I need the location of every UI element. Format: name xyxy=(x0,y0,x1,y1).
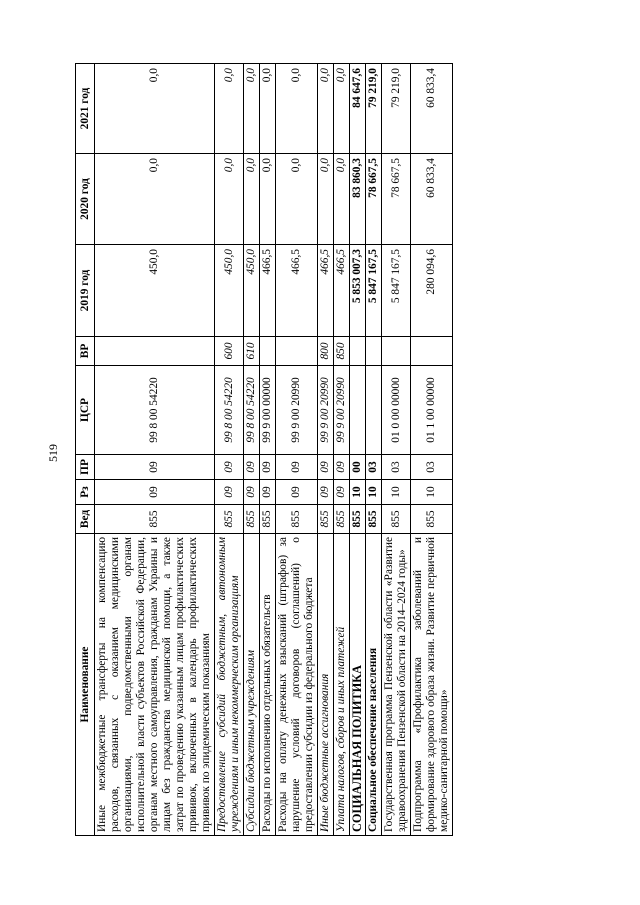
row-rz: 10 xyxy=(350,480,366,505)
col-header-csr: ЦСР xyxy=(76,366,95,455)
row-name: Иные бюджетные ассигнования xyxy=(318,534,334,836)
row-name: Уплата налогов, сборов и иных платежей xyxy=(334,534,350,836)
row-vr xyxy=(382,337,411,366)
row-rz: 09 xyxy=(318,480,334,505)
row-pr: 09 xyxy=(318,455,334,480)
row-rz: 10 xyxy=(411,480,453,505)
row-vr xyxy=(260,337,276,366)
row-pr: 09 xyxy=(334,455,350,480)
row-pr: 00 xyxy=(350,455,366,480)
row-2019: 450,0 xyxy=(95,245,215,337)
row-pr: 03 xyxy=(411,455,453,480)
row-vr xyxy=(411,337,453,366)
row-vr: 800 xyxy=(318,337,334,366)
row-name: Расходы на оплату денежных взысканий (штрафов) за нарушение условий договоров (соглашений) о предоставлении субсидии из федерального бюджета xyxy=(276,534,318,836)
row-name: Подпрограмма «Профилактика заболеваний и формирование здорового образа жизни. Развитие первичной медико-санитарной помощи» xyxy=(411,534,453,836)
row-ved: 855 xyxy=(350,505,366,534)
row-csr: 99 8 00 54220 xyxy=(95,366,215,455)
row-2019: 466,5 xyxy=(334,245,350,337)
row-csr xyxy=(366,366,382,455)
table-row xyxy=(276,64,318,836)
table-row xyxy=(260,64,276,836)
row-vr xyxy=(276,337,318,366)
row-2021: 84 647,6 xyxy=(350,64,366,154)
row-vr: 850 xyxy=(334,337,350,366)
table-row xyxy=(350,64,366,836)
row-2021: 79 219,0 xyxy=(366,64,382,154)
row-2019: 450,0 xyxy=(215,245,244,337)
row-2021: 79 219,0 xyxy=(382,64,411,154)
row-rz: 10 xyxy=(382,480,411,505)
row-csr: 99 9 00 00000 xyxy=(260,366,276,455)
table-row xyxy=(411,64,453,836)
row-pr: 09 xyxy=(215,455,244,480)
col-header-name: Наименование xyxy=(76,534,95,836)
table-body xyxy=(95,64,453,836)
row-2020: 0,0 xyxy=(276,154,318,245)
row-2020: 78 667,5 xyxy=(366,154,382,245)
row-2019: 5 853 007,3 xyxy=(350,245,366,337)
col-header-vr: ВР xyxy=(76,337,95,366)
row-ved: 855 xyxy=(334,505,350,534)
row-csr xyxy=(350,366,366,455)
budget-table xyxy=(75,63,453,836)
row-2020: 0,0 xyxy=(95,154,215,245)
row-2019: 280 094,6 xyxy=(411,245,453,337)
row-ved: 855 xyxy=(244,505,260,534)
row-2020: 60 833,4 xyxy=(411,154,453,245)
row-2020: 78 667,5 xyxy=(382,154,411,245)
row-csr: 99 9 00 20990 xyxy=(276,366,318,455)
row-2020: 0,0 xyxy=(318,154,334,245)
row-2021: 0,0 xyxy=(215,64,244,154)
row-2021: 0,0 xyxy=(276,64,318,154)
row-2019: 466,5 xyxy=(318,245,334,337)
row-rz: 09 xyxy=(95,480,215,505)
table-row xyxy=(334,64,350,836)
row-csr: 99 9 00 20990 xyxy=(334,366,350,455)
row-vr xyxy=(95,337,215,366)
table-row xyxy=(95,64,215,836)
row-2019: 466,5 xyxy=(260,245,276,337)
row-2021: 0,0 xyxy=(318,64,334,154)
row-ved: 855 xyxy=(411,505,453,534)
table-row xyxy=(215,64,244,836)
row-pr: 09 xyxy=(95,455,215,480)
row-vr xyxy=(350,337,366,366)
row-name: Расходы по исполнению отдельных обязательств xyxy=(260,534,276,836)
col-header-2020: 2020 год xyxy=(76,154,95,245)
row-rz: 10 xyxy=(366,480,382,505)
row-pr: 03 xyxy=(366,455,382,480)
row-csr: 99 9 00 20990 xyxy=(318,366,334,455)
row-pr: 09 xyxy=(260,455,276,480)
row-pr: 03 xyxy=(382,455,411,480)
row-2020: 0,0 xyxy=(244,154,260,245)
row-pr: 09 xyxy=(244,455,260,480)
row-name: Социальное обеспечение населения xyxy=(366,534,382,836)
row-2021: 0,0 xyxy=(95,64,215,154)
row-name: Иные межбюджетные трансферты на компенсацию расходов, связанных с оказанием медицинскими организациями, подведомственными органам исполнительной власти субъектов Российской Федерации, органам местного самоуправления, гражданам Украины и лицам без гражданства медицинской помощи, а также затрат по проведению указанным лицам профилактических прививок, включенных в календарь профилактических прививок по эпидемическим показаниям xyxy=(95,534,215,836)
col-header-pr: ПР xyxy=(76,455,95,480)
row-ved: 855 xyxy=(95,505,215,534)
budget-table-rotated xyxy=(75,64,575,836)
row-2021: 0,0 xyxy=(244,64,260,154)
row-csr: 99 8 00 54220 xyxy=(244,366,260,455)
row-csr: 99 8 00 54220 xyxy=(215,366,244,455)
col-header-2021: 2021 год xyxy=(76,64,95,154)
row-2019: 5 847 167,5 xyxy=(382,245,411,337)
row-ved: 855 xyxy=(318,505,334,534)
row-ved: 855 xyxy=(260,505,276,534)
row-vr xyxy=(366,337,382,366)
row-2021: 0,0 xyxy=(260,64,276,154)
table-row xyxy=(244,64,260,836)
row-2021: 60 833,4 xyxy=(411,64,453,154)
row-name: Предоставление субсидий бюджетным, автономным учреждениям и иным некоммерческим организациям xyxy=(215,534,244,836)
row-ved: 855 xyxy=(382,505,411,534)
col-header-ved: Вед xyxy=(76,505,95,534)
row-2020: 0,0 xyxy=(260,154,276,245)
row-2020: 0,0 xyxy=(215,154,244,245)
col-header-2019: 2019 год xyxy=(76,245,95,337)
row-ved: 855 xyxy=(215,505,244,534)
row-rz: 09 xyxy=(260,480,276,505)
table-row xyxy=(366,64,382,836)
row-ved: 855 xyxy=(276,505,318,534)
row-name: СОЦИАЛЬНАЯ ПОЛИТИКА xyxy=(350,534,366,836)
table-header-row xyxy=(76,64,95,836)
row-rz: 09 xyxy=(215,480,244,505)
row-ved: 855 xyxy=(366,505,382,534)
row-2021: 0,0 xyxy=(334,64,350,154)
row-rz: 09 xyxy=(244,480,260,505)
table-row xyxy=(318,64,334,836)
row-rz: 09 xyxy=(334,480,350,505)
row-name: Субсидии бюджетным учреждениям xyxy=(244,534,260,836)
row-2019: 5 847 167,5 xyxy=(366,245,382,337)
row-rz: 09 xyxy=(276,480,318,505)
page-number: 519 xyxy=(46,444,60,462)
row-2019: 466,5 xyxy=(276,245,318,337)
row-2019: 450,0 xyxy=(244,245,260,337)
row-2020: 0,0 xyxy=(334,154,350,245)
col-header-rz: Рз xyxy=(76,480,95,505)
row-pr: 09 xyxy=(276,455,318,480)
row-2020: 83 860,3 xyxy=(350,154,366,245)
row-vr: 610 xyxy=(244,337,260,366)
row-csr: 01 0 00 00000 xyxy=(382,366,411,455)
table-row xyxy=(382,64,411,836)
row-name: Государственная программа Пензенской области «Развитие здравоохранения Пензенской области на 2014–2024 годы» xyxy=(382,534,411,836)
row-csr: 01 1 00 00000 xyxy=(411,366,453,455)
row-vr: 600 xyxy=(215,337,244,366)
